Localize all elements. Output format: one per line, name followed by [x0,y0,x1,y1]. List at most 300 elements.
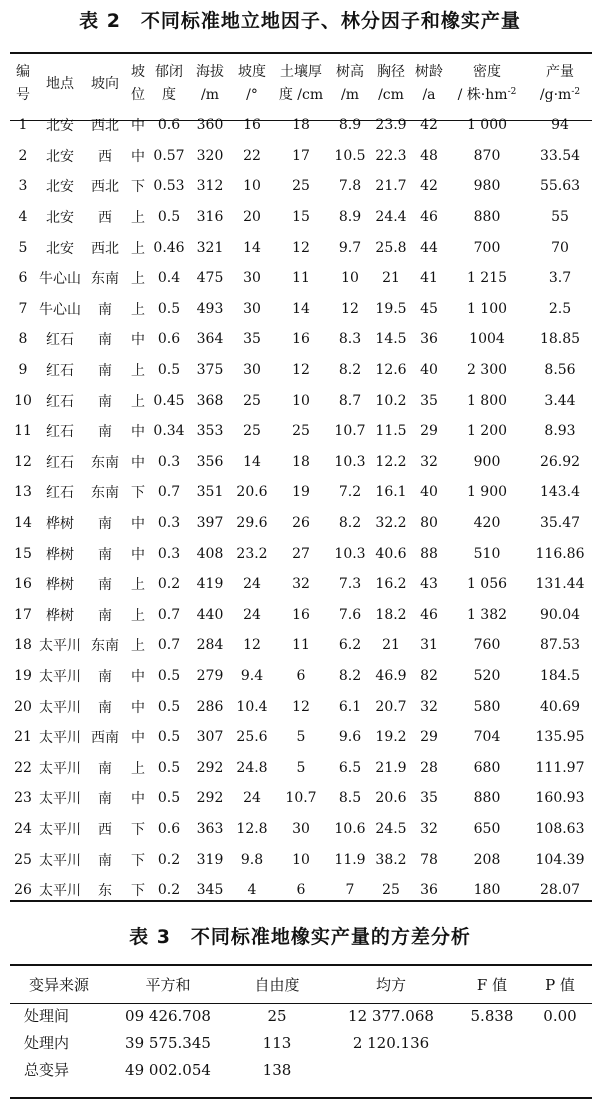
table-cell: 0.5 [157,300,181,317]
table-cell: 108.63 [535,820,585,837]
table-cell: 6.1 [338,698,362,715]
table-cell: 24.4 [375,209,407,226]
table-cell: 11.5 [375,423,407,440]
table-cell: 760 [473,637,501,654]
table-cell: 351 [196,484,224,501]
table-cell: 西北 [91,118,119,135]
table-cell: 184.5 [539,667,581,684]
table2-header-cell [84,58,126,110]
table-cell: 580 [473,698,501,715]
table-cell: 15 [292,209,310,226]
table-cell: 19.5 [375,300,407,317]
table-cell: 北安 [46,240,74,257]
table-cell: 16 [14,576,32,593]
header-unit: 号 [16,87,30,103]
table-row [10,110,592,141]
table-cell: 3 [18,178,28,195]
table-cell: 7.3 [338,576,362,593]
table-cell: 11 [292,270,310,287]
table-cell: 0.5 [157,759,181,776]
table-cell: 太平川 [39,638,81,655]
table-cell: 中 [131,424,145,441]
table-cell: 104.39 [535,851,585,868]
table-cell: 0.2 [157,851,181,868]
table-cell: 南 [98,424,112,441]
table-cell: 东南 [91,271,119,288]
table-cell: 32 [420,820,438,837]
table-cell: 11 [14,423,32,440]
table-cell: 48 [420,147,438,164]
table-cell: 8.3 [338,331,362,348]
table-cell: 0.7 [157,606,181,623]
table2-header-cell [370,58,412,110]
table-cell: 36 [420,882,438,899]
table3-title: 表 3 不同标准地橡实产量的方差分析 [129,926,471,948]
table-cell: 上 [131,363,145,380]
table-cell: 20.7 [375,698,407,715]
table3-header-rule [10,1003,592,1004]
table-cell: 0.5 [157,790,181,807]
table-cell: 5 [296,729,306,746]
table-cell: 16.2 [375,576,407,593]
table-cell: 10 [292,392,310,409]
table-cell: 0.57 [153,147,185,164]
table-row [10,1002,592,1029]
header-line-2 [446,84,528,107]
table-cell: 70 [551,239,569,256]
table-cell: 20.6 [375,790,407,807]
table-cell: 408 [196,545,224,562]
table-cell: 下 [131,179,145,196]
table-cell: 东南 [91,638,119,655]
table2-header-cell [412,58,446,110]
table2-header-cell [528,58,592,110]
header-line-1: 地点 [46,75,74,92]
table-row [10,722,592,753]
table-cell [326,1056,456,1083]
table-cell: 8.56 [544,362,576,379]
header-line-2 [10,84,36,107]
table-cell: 桦树 [46,577,74,594]
table-cell: 南 [98,301,112,318]
table-cell: 0.3 [157,515,181,532]
header-line-2 [126,84,150,107]
table-cell: 375 [196,362,224,379]
table-cell: 中 [131,118,145,135]
table-cell: 0.6 [157,331,181,348]
table-cell: 北安 [46,179,74,196]
table-row [10,385,592,416]
table-cell: 19 [292,484,310,501]
table-cell: 20 [243,209,261,226]
table-cell: 40 [420,362,438,379]
table-cell: 32 [292,576,310,593]
table-cell: 12.2 [375,453,407,470]
table-cell: 24 [14,820,32,837]
table-cell: 0.5 [157,667,181,684]
table-cell: 南 [98,668,112,685]
table-cell: 28.07 [539,882,581,899]
table-cell: 39 575.345 [125,1033,211,1052]
table-cell: 21 [382,270,400,287]
table-cell: 24 [243,606,261,623]
table-cell: 520 [473,667,501,684]
table-row [10,691,592,722]
table-cell: 13 [14,484,32,501]
table-cell: 上 [131,638,145,655]
table-cell: 10.6 [334,820,366,837]
table-cell: 0.5 [157,698,181,715]
table-cell: 38.2 [375,851,407,868]
table-cell: 88 [420,545,438,562]
table-cell: 下 [131,821,145,838]
table-row [10,630,592,661]
table-cell: 510 [473,545,501,562]
table-cell: 6 [18,270,28,287]
table-cell: 12 [243,637,261,654]
table-cell: 397 [196,515,224,532]
table-cell: 131.44 [535,576,585,593]
table-cell: 20 [14,698,32,715]
table-cell: 10.4 [236,698,268,715]
table-cell: 8.2 [338,362,362,379]
table-cell: 1 000 [466,117,508,134]
table-cell: 46.9 [375,667,407,684]
table-cell: 18.85 [539,331,581,348]
table-cell: 0.4 [157,270,181,287]
header-unit-exponent: -2 [507,87,517,97]
table-cell: 368 [196,392,224,409]
table-cell: 55 [551,209,569,226]
table-cell: 35 [420,790,438,807]
table-cell: 55.63 [539,178,581,195]
table-cell: 21.7 [375,178,407,195]
table-cell: 10.7 [285,790,317,807]
table-cell: 31 [420,637,438,654]
table-cell: 8.2 [338,667,362,684]
table3 [10,966,592,1083]
table-cell: 11 [292,637,310,654]
table-cell: 9.6 [338,729,362,746]
table-cell: 南 [98,760,112,777]
table-row [10,508,592,539]
table-cell: 23.9 [375,117,407,134]
header-line-2 [412,84,446,107]
table-cell: 14 [243,239,261,256]
table-cell: 8.5 [338,790,362,807]
table-cell: 113 [262,1033,292,1052]
table-cell: 135.95 [535,729,585,746]
table-cell: 26 [292,515,310,532]
table-cell: 处理间 [24,1007,70,1025]
table-cell: 25.6 [236,729,268,746]
table-cell: 6 [296,667,306,684]
header-line-2 [370,84,412,107]
table-cell: 1 382 [466,606,508,623]
table-cell: 12.6 [375,362,407,379]
table-cell: 26 [14,882,32,899]
table-cell: 中 [131,668,145,685]
table3-header-cell: 自由度 [254,975,300,994]
header-line-2 [330,84,370,107]
table-cell: 11.9 [334,851,366,868]
table-cell: 10.3 [334,453,366,470]
table-cell: 364 [196,331,224,348]
table-cell: 上 [131,760,145,777]
table-cell: 440 [196,606,224,623]
table-row [10,355,592,386]
table-cell: 牛心山 [39,271,81,288]
table-cell: 18.2 [375,606,407,623]
table-cell: 43 [420,576,438,593]
table-cell: 3.44 [544,392,576,409]
table-cell: 太平川 [39,730,81,747]
table-cell: 40.6 [375,545,407,562]
table-cell: 21.9 [375,759,407,776]
table-cell: 30 [243,270,261,287]
table-cell: 25 [243,423,261,440]
table-cell: 红石 [46,485,74,502]
table-cell: 12 [341,300,359,317]
table-cell: 0.3 [157,453,181,470]
table-cell: 15 [14,545,32,562]
table-cell: 279 [196,667,224,684]
table-cell: 14.5 [375,331,407,348]
table2-title: 表 2 不同标准地立地因子、林分因子和橡实产量 [79,10,521,32]
table-row [10,416,592,447]
table-cell: 10.3 [334,545,366,562]
table-cell: 24.8 [236,759,268,776]
table-cell: 0.6 [157,820,181,837]
header-unit: 度 /cm [278,87,324,103]
table-cell: 25 [292,423,310,440]
table-cell: 29 [420,729,438,746]
table-cell: 880 [473,209,501,226]
table-row [10,477,592,508]
table-cell: 680 [473,759,501,776]
table-cell: 7 [18,300,28,317]
table-cell: 12.8 [236,820,268,837]
table-cell: 7.2 [338,484,362,501]
table-cell: 26.92 [539,453,581,470]
table-cell: 西北 [91,240,119,257]
table-cell: 419 [196,576,224,593]
table-cell: 北安 [46,210,74,227]
table-cell: 中 [131,730,145,747]
table-cell: 80 [420,515,438,532]
table-cell: 桦树 [46,516,74,533]
header-line-1: 产量 [546,64,574,80]
table-cell: 6.5 [338,759,362,776]
table2-header-cell [446,58,528,110]
table-cell: 北安 [46,118,74,135]
table-cell: 16 [292,331,310,348]
table-cell: 10.5 [334,147,366,164]
table-cell: 0.34 [153,423,185,440]
table-cell: 1 900 [466,484,508,501]
table-cell: 292 [196,790,224,807]
header-unit: 度 [162,87,176,103]
table-cell: 40.69 [539,698,581,715]
table-cell: 2 [18,147,28,164]
table-cell: 22 [14,759,32,776]
table-cell: 82 [420,667,438,684]
table3-header-cell: 平方和 [145,975,191,994]
table-cell: 704 [473,729,501,746]
table-cell: 7.6 [338,606,362,623]
table-cell: 111.97 [535,759,585,776]
table-cell: 上 [131,271,145,288]
table-cell: 7 [345,882,355,899]
table-cell: 316 [196,209,224,226]
header-line-1: 胸径 [377,64,405,80]
table-cell: 中 [131,791,145,808]
table-row [10,661,592,692]
table-cell: 420 [473,515,501,532]
table-cell: 307 [196,729,224,746]
table-cell: 8.93 [544,423,576,440]
table-cell: 8 [18,331,28,348]
table-cell: 41 [420,270,438,287]
header-line-1: 编 [16,64,30,80]
table-cell: 12 [14,453,32,470]
table-cell: 30 [243,362,261,379]
table-cell: 22 [243,147,261,164]
table-cell: 中 [131,516,145,533]
table-cell: 27 [292,545,310,562]
header-line-1: 海拔 [196,64,224,80]
table-cell: 5 [18,239,28,256]
table-cell: 西 [98,148,112,165]
table-cell: 处理内 [24,1034,70,1052]
table-cell: 8.7 [338,392,362,409]
table3-header-cell: 变异来源 [28,975,89,994]
table-cell: 87.53 [539,637,581,654]
table2-header-rule [10,120,592,121]
table-cell: 中 [131,454,145,471]
table-cell: 22.3 [375,147,407,164]
table2-header-cell [126,58,150,110]
table-cell: 35 [243,331,261,348]
table-cell: 中 [131,546,145,563]
table-cell: 太平川 [39,760,81,777]
table-cell: 西南 [91,730,119,747]
table-cell: 25 [292,178,310,195]
table-cell: 1 056 [466,576,508,593]
table-row [10,814,592,845]
table-cell: 10 [341,270,359,287]
table-cell: 12 [292,362,310,379]
table-cell: 1 800 [466,392,508,409]
table-cell: 94 [551,117,569,134]
table-cell: 下 [131,883,145,900]
table-cell: 42 [420,178,438,195]
table-row [10,844,592,875]
table-row [10,141,592,172]
table-cell: 138 [262,1060,292,1079]
table-cell: 9 [18,362,28,379]
table-cell: 17 [14,606,32,623]
table-cell: 32.2 [375,515,407,532]
table-cell: 上 [131,301,145,318]
table-cell: 红石 [46,332,74,349]
table-cell: 32 [420,698,438,715]
table-cell: 0.00 [543,1006,577,1025]
table-cell: 19 [14,667,32,684]
table-cell: 太平川 [39,883,81,900]
table-cell: 12 [292,698,310,715]
table-cell: 321 [196,239,224,256]
table-cell: 东南 [91,485,119,502]
table-cell: 25 [382,882,400,899]
table-cell: 上 [131,577,145,594]
table-cell: 360 [196,117,224,134]
table-cell: 29 [420,423,438,440]
table-cell: 西 [98,821,112,838]
table-cell: 18 [14,637,32,654]
table-cell: 太平川 [39,668,81,685]
header-line-1: 树高 [336,64,364,80]
table-cell: 650 [473,820,501,837]
table-row [10,783,592,814]
table-cell: 24 [243,576,261,593]
table-cell: 45 [420,300,438,317]
table-cell: 44 [420,239,438,256]
table-cell: 21 [14,729,32,746]
table-cell: 10 [292,851,310,868]
table-cell: 红石 [46,393,74,410]
table-cell: 116.86 [535,545,585,562]
table-cell: 5.838 [470,1006,514,1025]
table-cell: 南 [98,852,112,869]
table-cell: 25.8 [375,239,407,256]
table-cell: 上 [131,607,145,624]
table-cell: 46 [420,209,438,226]
table-cell: 南 [98,516,112,533]
table-cell: 40 [420,484,438,501]
table-cell: 桦树 [46,546,74,563]
table-cell: 南 [98,363,112,380]
table-cell: 292 [196,759,224,776]
table-cell: 0.2 [157,882,181,899]
table-cell: 5 [296,759,306,776]
table-cell: 0.45 [153,392,185,409]
table-cell: 35 [420,392,438,409]
table-row [10,1056,592,1083]
table3-header-row [10,966,592,1002]
header-unit: /g·m [539,87,572,103]
table-cell: 10.2 [375,392,407,409]
table2-bottom-rule [10,900,592,902]
table-cell: 南 [98,332,112,349]
table-cell: 21 [382,637,400,654]
table2-header-cell [10,58,36,110]
table-cell: 7.8 [338,178,362,195]
table-cell: 太平川 [39,699,81,716]
table-cell: 320 [196,147,224,164]
table-cell: 10 [243,178,261,195]
table3-header-cell: 均方 [375,975,406,994]
table-cell: 太平川 [39,852,81,869]
table-cell: 北安 [46,148,74,165]
table-cell: 桦树 [46,607,74,624]
table-cell: 24 [243,790,261,807]
table-cell: 30 [243,300,261,317]
table-cell: 南 [98,791,112,808]
table-cell: 6.2 [338,637,362,654]
table-cell: 143.4 [539,484,581,501]
table-cell: 8.9 [338,209,362,226]
